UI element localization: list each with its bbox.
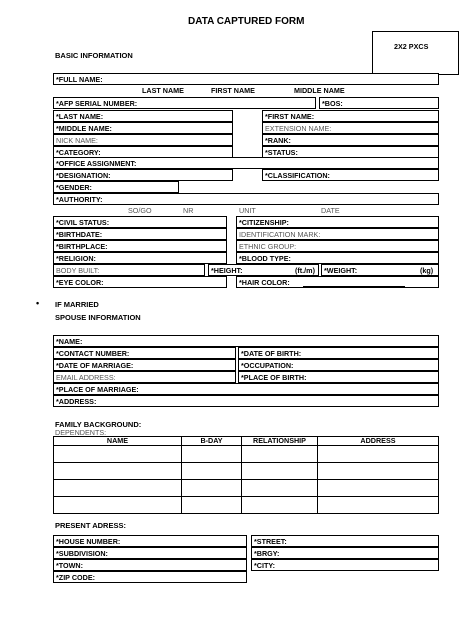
eye-color-label: *EYE COLOR: bbox=[56, 278, 104, 287]
email-address-field[interactable] bbox=[53, 371, 236, 383]
contact-number-label: *CONTACT NUMBER: bbox=[56, 349, 130, 358]
blood-type-label: *BLOOD TYPE: bbox=[239, 254, 291, 263]
gender-field[interactable] bbox=[53, 181, 179, 193]
date-of-marriage-field[interactable] bbox=[53, 359, 236, 371]
extension-name-label: EXTENSION NAME: bbox=[265, 124, 332, 133]
dependent-address-cell[interactable] bbox=[318, 463, 439, 480]
civil-status-field[interactable] bbox=[53, 216, 227, 228]
afp-serial-label: *AFP SERIAL NUMBER: bbox=[56, 99, 138, 108]
column-header-relationship: RELATIONSHIP bbox=[242, 437, 318, 446]
spouse-info-heading: SPOUSE INFORMATION bbox=[55, 313, 141, 322]
last-name-label: *LAST NAME: bbox=[56, 112, 104, 121]
spouse-address-field[interactable] bbox=[53, 395, 439, 407]
house-number-field[interactable] bbox=[53, 535, 247, 547]
authority-label: *AUTHORITY: bbox=[56, 195, 103, 204]
brgy-field[interactable] bbox=[251, 547, 439, 559]
ethnic-group-label: ETHNIC GROUP: bbox=[239, 242, 297, 251]
height-unit: (ft./m) bbox=[295, 266, 315, 275]
table-row bbox=[54, 463, 439, 480]
email-address-label: EMAIL ADDRESS: bbox=[56, 373, 116, 382]
occupation-label: *OCCUPATION: bbox=[241, 361, 294, 370]
subdivision-field[interactable] bbox=[53, 547, 247, 559]
street-field[interactable] bbox=[251, 535, 439, 547]
table-row bbox=[54, 446, 439, 463]
date-of-marriage-label: *DATE OF MARRIAGE: bbox=[56, 361, 134, 370]
dependent-bday-cell[interactable] bbox=[182, 497, 242, 514]
weight-label: *WEIGHT: bbox=[324, 266, 358, 275]
spouse-pob-field[interactable] bbox=[238, 371, 439, 383]
last-name-field[interactable] bbox=[53, 110, 233, 122]
status-label: *STATUS: bbox=[265, 148, 298, 157]
hair-color-label: *HAIR COLOR: bbox=[239, 278, 290, 287]
authority-field[interactable] bbox=[53, 193, 439, 205]
dependents-caption: DEPENDENTS: bbox=[55, 428, 107, 437]
city-label: *CITY: bbox=[254, 561, 276, 570]
birthdate-field[interactable] bbox=[53, 228, 227, 240]
spouse-pob-label: *PLACE OF BIRTH: bbox=[241, 373, 307, 382]
family-background-heading: FAMILY BACKGROUND: bbox=[55, 420, 142, 429]
classification-label: *CLASSIFICATION: bbox=[265, 171, 330, 180]
bos-label: *BOS: bbox=[322, 99, 343, 108]
weight-unit: (kg) bbox=[420, 266, 434, 275]
body-built-label: BODY BUILT: bbox=[56, 266, 100, 275]
religion-label: *RELIGION: bbox=[56, 254, 96, 263]
height-label: *HEIGHT: bbox=[211, 266, 243, 275]
dependent-name-cell[interactable] bbox=[54, 497, 182, 514]
bos-field[interactable] bbox=[319, 97, 439, 109]
birthplace-field[interactable] bbox=[53, 240, 227, 252]
column-header-name: NAME bbox=[54, 437, 182, 446]
body-built-field[interactable] bbox=[53, 264, 205, 276]
brgy-label: *BRGY: bbox=[254, 549, 280, 558]
dependent-address-cell[interactable] bbox=[318, 480, 439, 497]
rank-field[interactable] bbox=[262, 134, 439, 146]
office-assignment-field[interactable] bbox=[53, 157, 439, 169]
subdivision-label: *SUBDIVISION: bbox=[56, 549, 108, 558]
eye-color-field[interactable] bbox=[53, 276, 227, 288]
last-name-caption: LAST NAME bbox=[142, 86, 184, 95]
dependent-name-cell[interactable] bbox=[54, 463, 182, 480]
spouse-dob-label: *DATE OF BIRTH: bbox=[241, 349, 302, 358]
first-name-label: *FIRST NAME: bbox=[265, 112, 315, 121]
authority-date-caption: DATE bbox=[321, 206, 340, 215]
identification-mark-label: IDENTIFICATION MARK: bbox=[239, 230, 321, 239]
extension-name-field[interactable] bbox=[262, 122, 439, 134]
town-label: *TOWN: bbox=[56, 561, 84, 570]
spouse-dob-field[interactable] bbox=[238, 347, 439, 359]
hair-color-underline bbox=[303, 286, 405, 287]
house-number-label: *HOUSE NUMBER: bbox=[56, 537, 121, 546]
page-title: DATA CAPTURED FORM bbox=[188, 16, 305, 27]
dependent-name-cell[interactable] bbox=[54, 480, 182, 497]
table-row bbox=[54, 480, 439, 497]
full-name-label: *FULL NAME: bbox=[56, 75, 103, 84]
weight-field[interactable] bbox=[321, 264, 439, 276]
rank-label: *RANK: bbox=[265, 136, 291, 145]
bullet-icon: • bbox=[36, 298, 40, 308]
nick-name-label: NICK NAME: bbox=[56, 136, 98, 145]
occupation-field[interactable] bbox=[238, 359, 439, 371]
religion-field[interactable] bbox=[53, 252, 227, 264]
if-married-heading: IF MARRIED bbox=[55, 300, 99, 309]
photo-label: 2X2 PXCS bbox=[394, 42, 429, 51]
citizenship-label: *CITIZENSHIP: bbox=[239, 218, 289, 227]
classification-field[interactable] bbox=[262, 169, 439, 181]
dependent-name-cell[interactable] bbox=[54, 446, 182, 463]
office-assignment-label: *OFFICE ASSIGNMENT: bbox=[56, 159, 137, 168]
identification-mark-field[interactable] bbox=[236, 228, 439, 240]
afp-serial-field[interactable] bbox=[53, 97, 316, 109]
contact-number-field[interactable] bbox=[53, 347, 236, 359]
dependent-bday-cell[interactable] bbox=[182, 480, 242, 497]
authority-sogo-caption: SO/GO bbox=[128, 206, 152, 215]
dependent-relationship-cell[interactable] bbox=[242, 446, 318, 463]
authority-unit-caption: UNIT bbox=[239, 206, 256, 215]
middle-name-field[interactable] bbox=[53, 122, 233, 134]
middle-name-caption: MIDDLE NAME bbox=[294, 86, 345, 95]
dependent-address-cell[interactable] bbox=[318, 446, 439, 463]
spouse-name-label: *NAME: bbox=[56, 337, 83, 346]
zip-code-label: *ZIP CODE: bbox=[56, 573, 96, 582]
dependent-bday-cell[interactable] bbox=[182, 463, 242, 480]
zip-code-field[interactable] bbox=[53, 571, 247, 583]
dependent-relationship-cell[interactable] bbox=[242, 497, 318, 514]
birthplace-label: *BIRTHPLACE: bbox=[56, 242, 108, 251]
dependent-bday-cell[interactable] bbox=[182, 446, 242, 463]
city-field[interactable] bbox=[251, 559, 439, 571]
street-label: *STREET: bbox=[254, 537, 287, 546]
spouse-name-field[interactable] bbox=[53, 335, 439, 347]
nick-name-field[interactable] bbox=[53, 134, 233, 146]
middle-name-label: *MIDDLE NAME: bbox=[56, 124, 112, 133]
dependent-relationship-cell[interactable] bbox=[242, 480, 318, 497]
height-field[interactable] bbox=[208, 264, 319, 276]
dependent-address-cell[interactable] bbox=[318, 497, 439, 514]
table-row bbox=[54, 497, 439, 514]
first-name-field[interactable] bbox=[262, 110, 439, 122]
spouse-address-label: *ADDRESS: bbox=[56, 397, 97, 406]
place-of-marriage-label: *PLACE OF MARRIAGE: bbox=[56, 385, 139, 394]
designation-field[interactable] bbox=[53, 169, 233, 181]
column-header-address: ADDRESS bbox=[318, 437, 439, 446]
column-header-bday: B-DAY bbox=[182, 437, 242, 446]
place-of-marriage-field[interactable] bbox=[53, 383, 439, 395]
authority-nr-caption: NR bbox=[183, 206, 194, 215]
dependents-table bbox=[53, 436, 439, 514]
ethnic-group-field[interactable] bbox=[236, 240, 439, 252]
full-name-field[interactable] bbox=[53, 73, 439, 85]
citizenship-field[interactable] bbox=[236, 216, 439, 228]
birthdate-label: *BIRTHDATE: bbox=[56, 230, 103, 239]
gender-label: *GENDER: bbox=[56, 183, 92, 192]
town-field[interactable] bbox=[53, 559, 247, 571]
civil-status-label: *CIVIL STATUS: bbox=[56, 218, 110, 227]
first-name-caption: FIRST NAME bbox=[211, 86, 255, 95]
dependent-relationship-cell[interactable] bbox=[242, 463, 318, 480]
designation-label: *DESIGNATION: bbox=[56, 171, 111, 180]
blood-type-field[interactable] bbox=[236, 252, 439, 264]
dependents-header-row bbox=[54, 437, 439, 446]
category-label: *CATEGORY: bbox=[56, 148, 101, 157]
present-address-heading: PRESENT ADRESS: bbox=[55, 521, 126, 530]
basic-info-heading: BASIC INFORMATION bbox=[55, 51, 133, 60]
photo-box bbox=[372, 31, 459, 75]
